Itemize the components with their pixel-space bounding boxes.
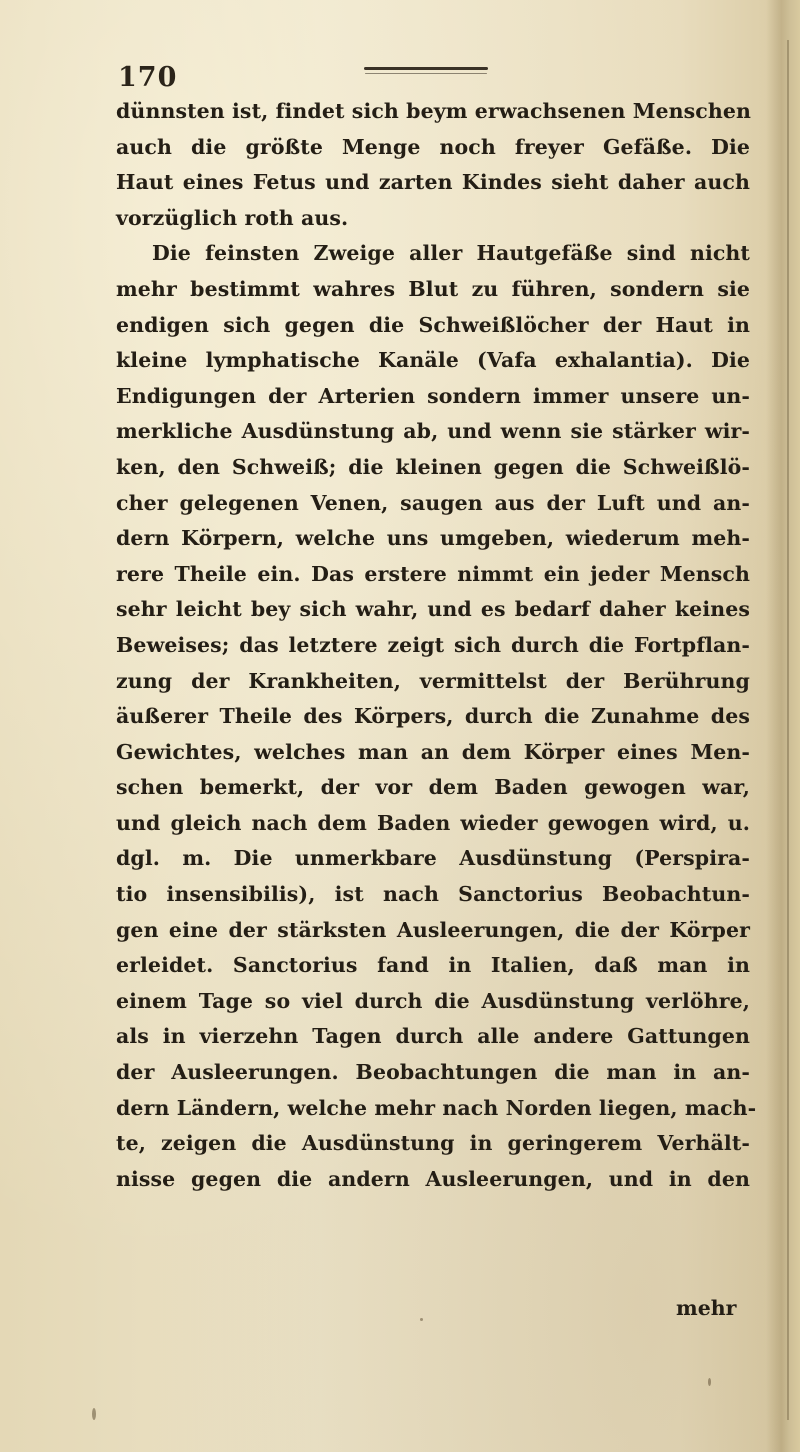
- text-line: Beweises; das letztere zeigt sich durch die Fortpflan-: [116, 632, 750, 657]
- gutter-crease: [787, 40, 789, 1420]
- paper-speck: [708, 1378, 711, 1386]
- text-line: cher gelegenen Venen, saugen aus der Luft und an-: [116, 490, 750, 515]
- text-line: zung der Krankheiten, vermittelst der Berührung: [116, 668, 750, 693]
- body-text: [116, 94, 757, 1197]
- text-line: einem Tage so viel durch die Ausdünstung verlöhre,: [116, 988, 750, 1013]
- text-line: Gewichtes, welches man an dem Körper eines Men-: [116, 739, 750, 764]
- text-line: dern Körpern, welche uns umgeben, wiederum meh-: [116, 526, 750, 551]
- text-line: mehr bestimmt wahres Blut zu führen, sondern sie: [116, 276, 750, 301]
- text-line: rere Theile ein. Das erstere nimmt ein jeder Mensch: [116, 561, 750, 586]
- text-line: erleidet. Sanctorius fand in Italien, daß man in: [116, 953, 750, 978]
- text-line: der Ausleerungen. Beobachtungen die man in an-: [116, 1060, 750, 1085]
- text-line: kleine lymphatische Kanäle (Vafa exhalantia). Die: [116, 348, 750, 373]
- text-line: endigen sich gegen die Schweißlöcher der Haut in: [116, 312, 750, 337]
- page-number: 170: [118, 62, 178, 93]
- text-line: tio insensibilis), ist nach Sanctorius Beobachtun-: [116, 882, 750, 907]
- text-line: dgl. m. Die unmerkbare Ausdünstung (Perspira-: [116, 846, 750, 871]
- text-line: schen bemerkt, der vor dem Baden gewogen war,: [116, 775, 750, 800]
- catchword: mehr: [676, 1296, 737, 1320]
- text-line: dünnsten ist, findet sich beym erwachsenen Menschen: [116, 99, 752, 123]
- text-line: te, zeigen die Ausdünstung in geringerem Verhält-: [116, 1131, 750, 1156]
- paper-speck: [420, 1318, 423, 1321]
- text-line: vorzüglich roth aus.: [116, 205, 349, 230]
- text-line: als in vierzehn Tagen durch alle andere Gattungen: [116, 1024, 750, 1049]
- header-rule: [364, 67, 488, 70]
- text-line: gen eine der stärksten Ausleerungen, die der Körper: [116, 917, 750, 942]
- paper-speck: [92, 1408, 96, 1420]
- text-line: auch die größte Menge noch freyer Gefäße. Die: [116, 134, 750, 159]
- text-line: nisse gegen die andern Ausleerungen, und in den: [116, 1166, 750, 1191]
- text-line: sehr leicht bey sich wahr, und es bedarf daher keines: [116, 597, 750, 622]
- paragraph-start-line: Die feinsten Zweige aller Hautgefäße sind nicht: [152, 241, 750, 266]
- text-line: ken, den Schweiß; die kleinen gegen die Schweißlö-: [116, 454, 750, 479]
- text-line: Haut eines Fetus und zarten Kindes sieht daher auch: [116, 170, 750, 195]
- text-line: merkliche Ausdünstung ab, und wenn sie stärker wir-: [116, 419, 750, 444]
- text-line: dern Ländern, welche mehr nach Norden liegen, mach-: [116, 1095, 757, 1120]
- page-gutter: [766, 0, 800, 1452]
- text-line: Endigungen der Arterien sondern immer unsere un-: [116, 383, 750, 408]
- text-line: und gleich nach dem Baden wieder gewogen wird, u.: [116, 810, 750, 835]
- text-line: äußerer Theile des Körpers, durch die Zunahme des: [116, 704, 750, 729]
